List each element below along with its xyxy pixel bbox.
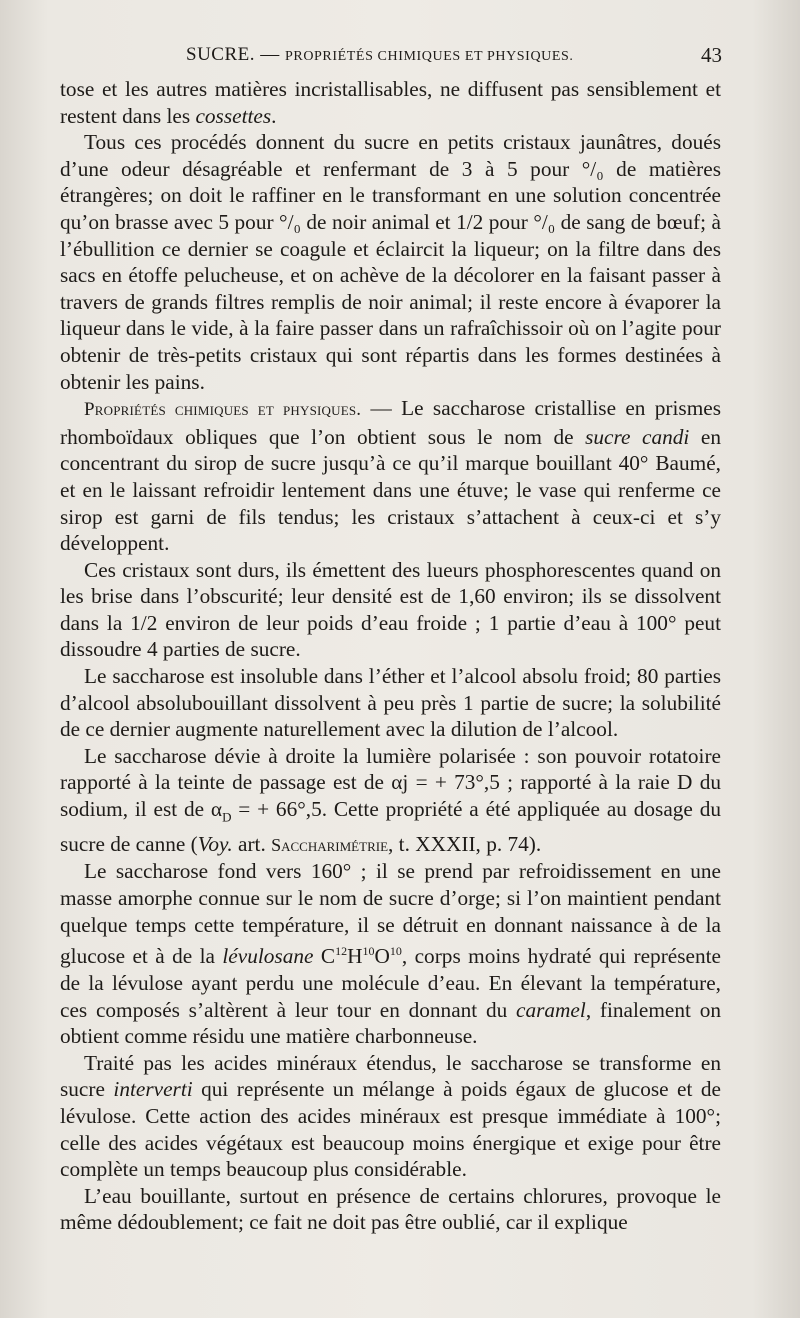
running-head (60, 38, 722, 72)
p6-subscript: D (222, 809, 232, 825)
p6-text-c: art. (232, 831, 272, 856)
running-head-title (186, 38, 574, 74)
formula-c-sup: 12 (335, 944, 348, 959)
p1-text-a: tose et les autres matières incristallisables, ne diffusent pas sensiblement et restent dans les (60, 77, 721, 128)
formula-c: C (313, 944, 336, 969)
p3-text-b: en concentrant du sirop de sucre jusqu’à ce qu’il marque bouillant 40° Baumé, et en le laissant refroidir lentement dans une étuve; le vase qui renferme ce sirop est garni de fils tendus; les cristaux s’attachent à ceux-ci et s’y développent. (60, 424, 721, 556)
paragraph-4: Ces cristaux sont durs, ils émettent des lueurs phosphorescentes quand on les brise dans l’obscurité; leur densité est de 1,60 environ; ils se dissolvent dans la 1/2 environ de leur poids d’eau froide ; 1 partie d’eau à 100° peut dissoudre 4 parties de sucre. (60, 557, 721, 662)
running-head-dash: — (255, 44, 285, 65)
formula-h: H (347, 944, 363, 969)
running-head-main: SUCRE. (186, 44, 255, 65)
formula-o: O (374, 944, 390, 969)
p3-italic: sucre candi (585, 424, 690, 449)
p6-text-d: , t. XXXII, p. 74). (388, 831, 542, 856)
p3-dash: — (361, 396, 402, 421)
p3-text-a: Le saccharose cristallise en prismes rhomboïdaux obliques que l’on obtient sous le nom de (60, 396, 722, 449)
paragraph-6 (60, 743, 721, 859)
p1-text-b: . (271, 103, 277, 128)
paragraph-7 (60, 858, 721, 1049)
p7-text-c: , finalement on obtient comme résidu une matière charbonneuse. (60, 997, 721, 1049)
p8-italic: interverti (113, 1077, 193, 1102)
p7-italic-levulosane: lévulosane (222, 944, 314, 969)
formula-o-sup: 10 (389, 944, 402, 959)
p8-text-a: Traité pas les acides minéraux étendus, le saccharose se transforme en sucre (60, 1050, 721, 1102)
p7-text-b: , corps moins hydraté qui représente de la lévulose ayant perdu une molécule d’eau. En élevant la température, ces composés s’altèrent à leur tour en donnant du (60, 944, 721, 1022)
paragraph-2: Tous ces procédés donnent du sucre en petits cristaux jaunâtres, doués d’une odeur désagréable et renfermant de 3 à 5 pour °/₀ de matières étrangères; on doit le raffiner en le transformant en une solution concentrée qu’on brasse avec 5 pour °/₀ de noir animal et 1/2 pour °/₀ de sang de bœuf; à l’ébullition ce dernier se coagule et éclaircit la liqueur; on la filtre dans des sacs en étoffe pelucheuse, et on achève de la décolorer en la faisant passer à travers de grands filtres remplis de noir animal; il reste encore à évaporer la liqueur dans le vide, à la faire passer dans un rafraîchissoir où on l’agite pour obtenir de très-petits cristaux qui sont répartis dans les formes destinées à obtenir les pains. (60, 130, 721, 394)
running-head-subtitle: PROPRIÉTÉS CHIMIQUES ET PHYSIQUES. (285, 49, 574, 64)
p6-text-b: = + 66°,5. Cette propriété a été appliquée au dosage du sucre de canne ( (60, 797, 721, 856)
p1-italic: cossettes (195, 103, 272, 128)
p7-italic-caramel: caramel (516, 997, 586, 1022)
p8-text-b: qui représente un mélange à poids égaux de glucose et de lévulose. Cette action des acides minéraux est presque immédiate à 100°; celle des acides végétaux est beaucoup moins énergique et exige pour être complète un temps beaucoup plus considérable. (60, 1077, 721, 1182)
paragraph-3 (60, 395, 721, 557)
paragraph-9: L’eau bouillante, surtout en présence de certains chlorures, provoque le même dédoublement; ce fait ne doit pas être oublié, car il explique (60, 1183, 721, 1235)
paragraph-5: Le saccharose est insoluble dans l’éther et l’alcool absolu froid; 80 parties d’alcool absolubouillant dissolvent à peu près 1 partie de sucre; la solubilité de ce dernier augmente naturellement avec la dilution de l’alcool. (60, 664, 721, 742)
body-text (60, 76, 721, 1236)
p6-voy-italic: Voy. (197, 831, 233, 856)
paragraph-1 (60, 76, 721, 129)
p6-text-a: Le saccharose dévie à droite la lumière polarisée : son pouvoir rotatoire rapporté à la teinte de passage est de αj = + 73°,5 ; rapporté à la raie D du sodium, il est de α (60, 743, 721, 822)
section-heading: Propriétés chimiques et physiques. (84, 399, 362, 421)
formula-h-sup: 10 (362, 944, 375, 959)
paragraph-8 (60, 1050, 721, 1183)
page-number: 43 (701, 43, 722, 67)
p6-reference: Saccharimétrie (271, 834, 389, 855)
p7-text-a: Le saccharose fond vers 160° ; il se prend par refroidissement en une masse amorphe connue sur le nom de sucre d’orge; si l’on maintient pendant quelque temps cette température, il se détruit en donnant naissance à de la glucose et à de la (60, 859, 721, 969)
